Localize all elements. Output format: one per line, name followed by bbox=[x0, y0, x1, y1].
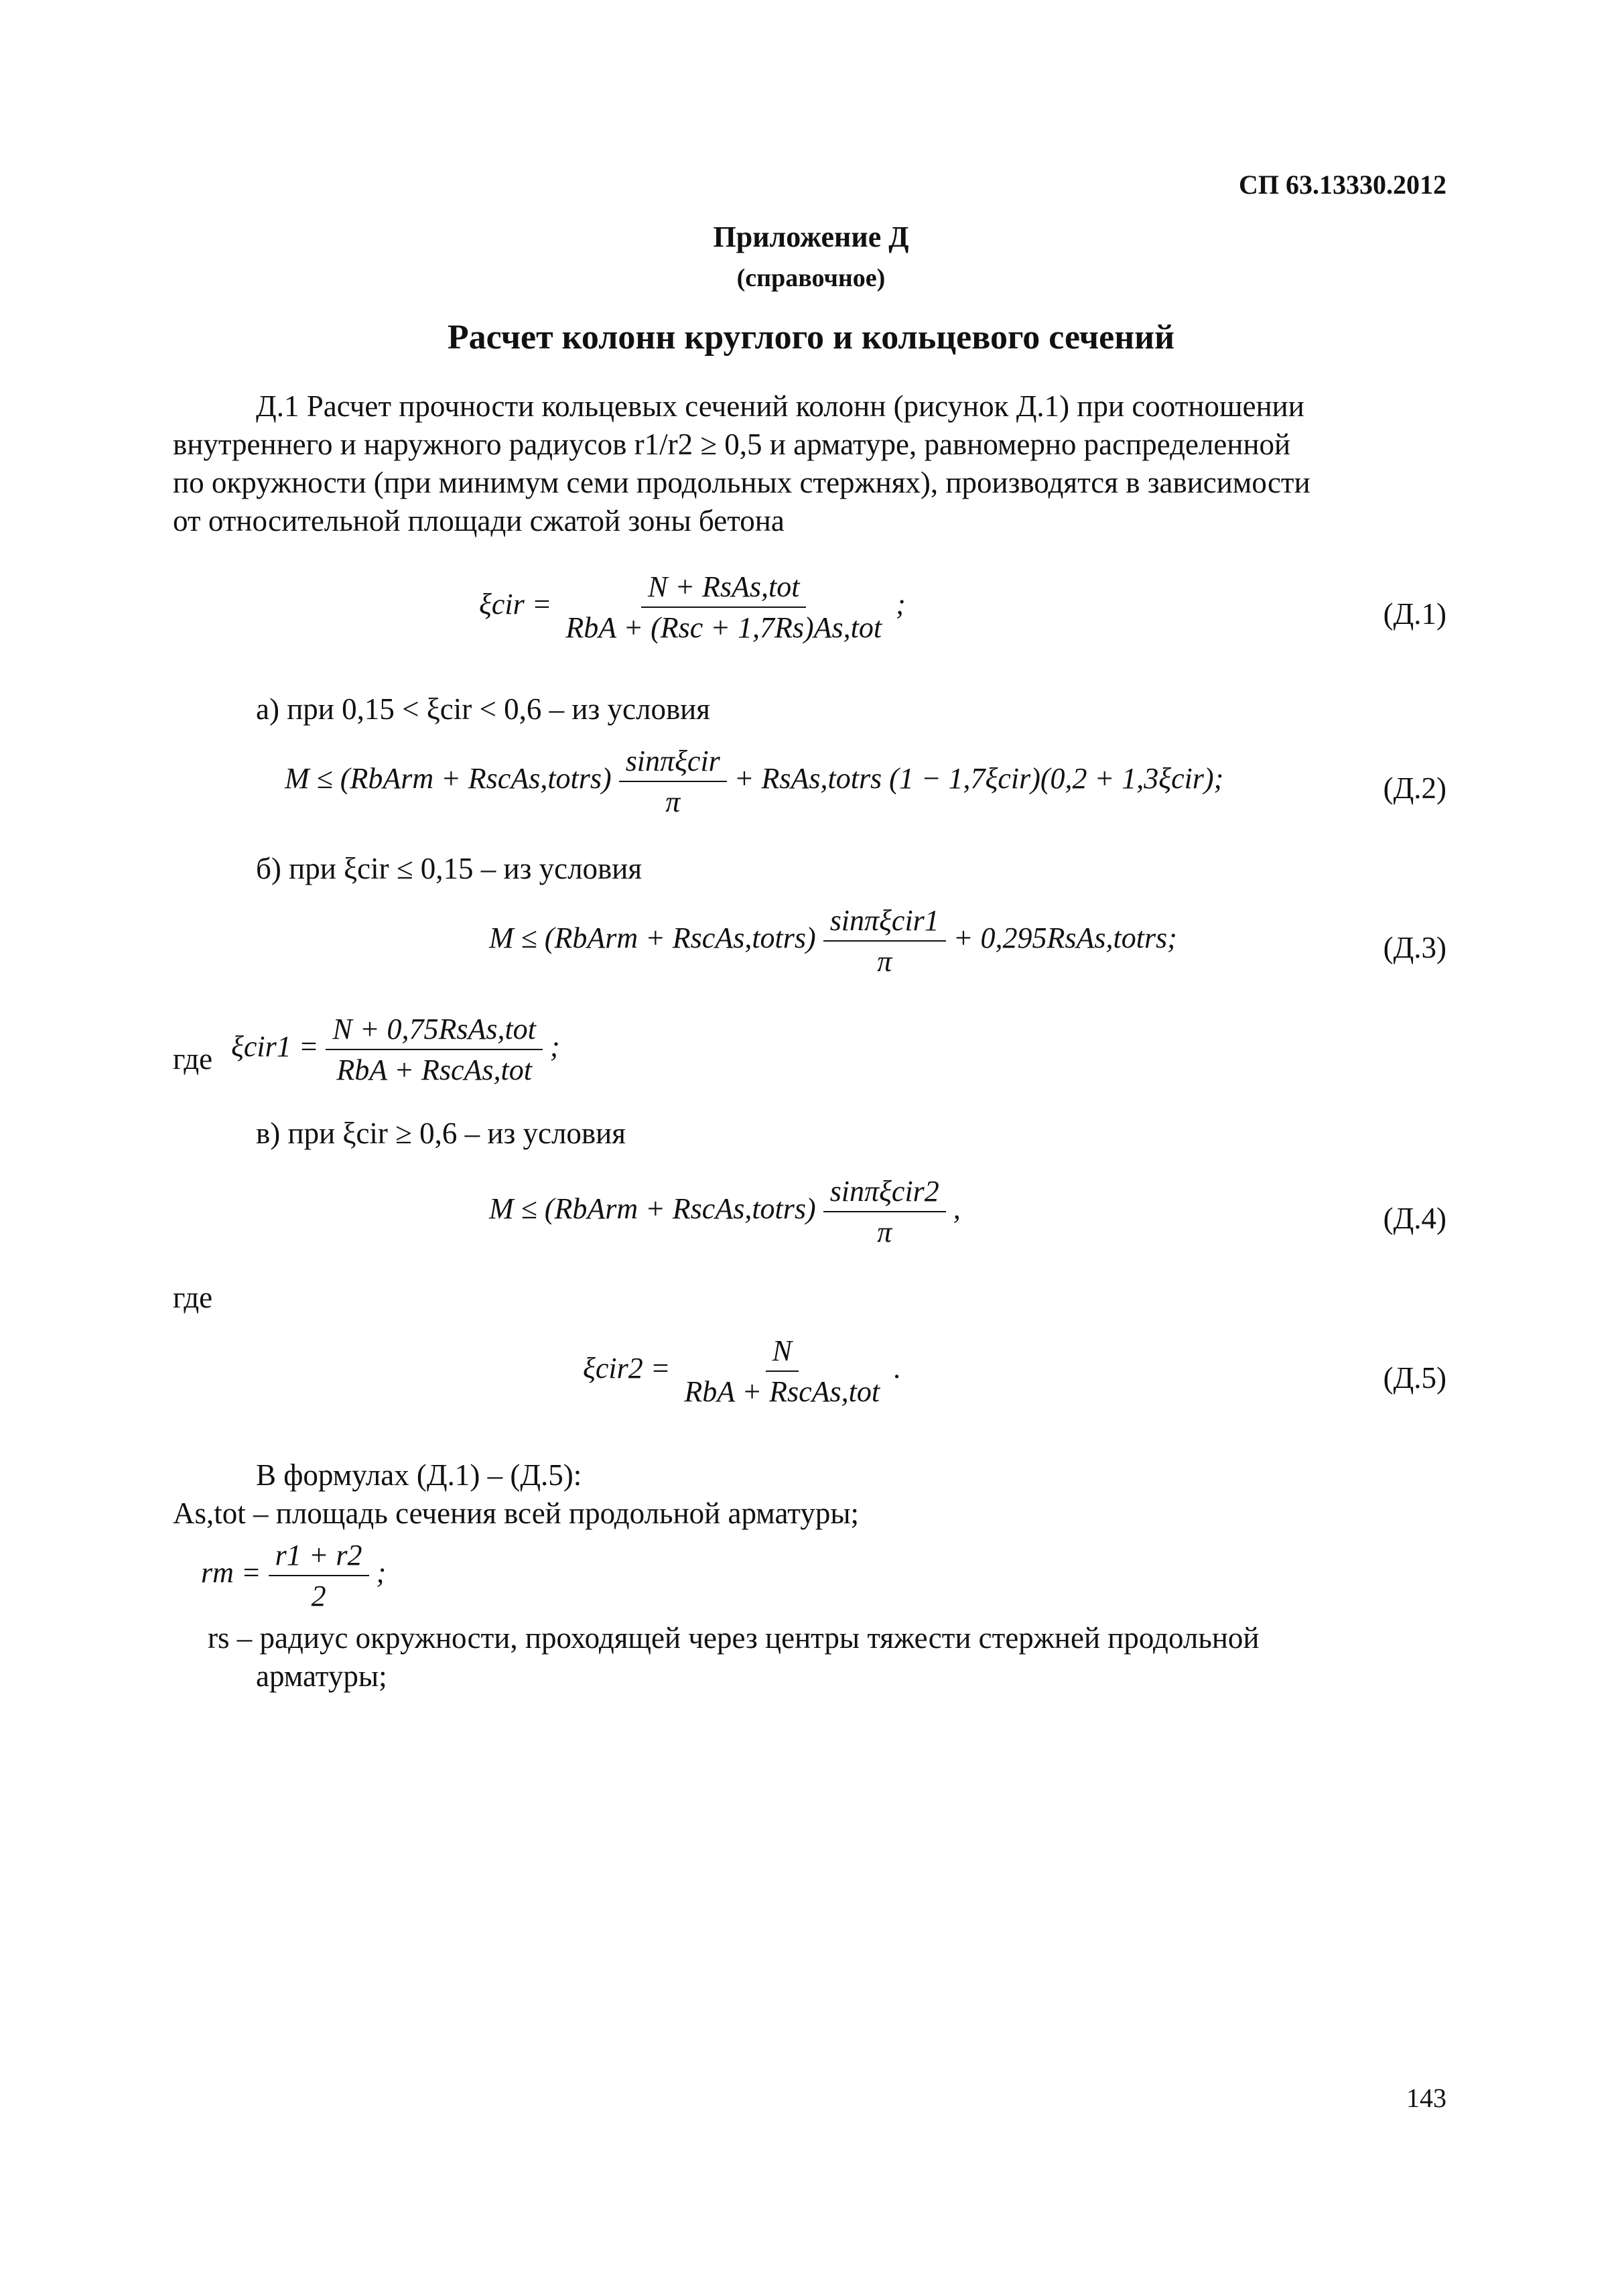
equation-label: (Д.3) bbox=[1383, 931, 1446, 964]
intro-line-2: внутреннего и наружного радиусов r1/r2 ≥ 0,5 и арматуре, равномерно распределенной bbox=[173, 428, 1291, 461]
appendix-heading: Приложение Д bbox=[713, 220, 909, 253]
equation-lhs: ξcir2 = bbox=[583, 1352, 671, 1385]
equation-d5 bbox=[583, 1334, 901, 1409]
fraction bbox=[677, 1334, 886, 1409]
fraction bbox=[823, 903, 946, 978]
case-c-text: в) при ξcir ≥ 0,6 – из условия bbox=[256, 1117, 626, 1150]
equation-tail: ; bbox=[549, 1030, 560, 1064]
equation-tail: + 0,295RsAs,totrs; bbox=[953, 921, 1177, 955]
fraction bbox=[559, 570, 888, 645]
fraction-numerator: N bbox=[766, 1334, 799, 1372]
equation-tail: ; bbox=[896, 588, 906, 621]
equation-lhs: ξcir = bbox=[479, 588, 552, 621]
fraction-denominator: π bbox=[877, 945, 892, 978]
equation-tail: ; bbox=[376, 1556, 387, 1590]
equation-d3 bbox=[489, 903, 1177, 978]
equation-cir1 bbox=[231, 1012, 560, 1087]
fraction-numerator: sinπξcir bbox=[619, 744, 727, 782]
rs-definition-line-2: арматуры; bbox=[256, 1659, 387, 1693]
equation-label: (Д.2) bbox=[1383, 771, 1446, 805]
document-number: СП 63.13330.2012 bbox=[1239, 170, 1446, 200]
where-label-1: где bbox=[173, 1042, 213, 1076]
ast-definition: As,tot – площадь сечения всей продольной арматуры; bbox=[173, 1496, 860, 1530]
page-title: Расчет колонн круглого и кольцевого сечений bbox=[447, 318, 1175, 357]
formulas-intro: В формулах (Д.1) – (Д.5): bbox=[256, 1458, 582, 1492]
equation-label: (Д.4) bbox=[1383, 1202, 1446, 1235]
equation-rm bbox=[201, 1538, 386, 1613]
rs-definition-line-1: rs – радиус окружности, проходящей через центры тяжести стержней продольной bbox=[208, 1621, 1260, 1655]
fraction bbox=[619, 744, 727, 819]
fraction bbox=[823, 1174, 946, 1249]
fraction-denominator: RbA + (Rsc + 1,7Rs)As,tot bbox=[565, 611, 882, 644]
equation-tail: , bbox=[953, 1192, 961, 1226]
equation-lhs: rm = bbox=[201, 1556, 261, 1590]
equation-d1 bbox=[479, 570, 906, 645]
fraction-numerator: N + 0,75RsAs,tot bbox=[326, 1012, 543, 1050]
intro-line-1: Д.1 Расчет прочности кольцевых сечений колонн (рисунок Д.1) при соотношении bbox=[256, 389, 1304, 423]
equation-label: (Д.5) bbox=[1383, 1361, 1446, 1395]
fraction-denominator: RbA + RscAs,tot bbox=[684, 1375, 880, 1408]
fraction-denominator: 2 bbox=[311, 1580, 326, 1612]
page-number: 143 bbox=[1406, 2083, 1446, 2113]
where-label-2: где bbox=[173, 1281, 213, 1314]
equation-d4 bbox=[489, 1174, 961, 1249]
fraction-numerator: sinπξcir2 bbox=[823, 1174, 946, 1212]
fraction-numerator: N + RsAs,tot bbox=[641, 570, 807, 608]
fraction-denominator: π bbox=[877, 1216, 892, 1249]
fraction bbox=[269, 1538, 369, 1613]
fraction bbox=[326, 1012, 543, 1087]
intro-line-4: от относительной площади сжатой зоны бетона bbox=[173, 504, 785, 537]
equation-lhs: M ≤ (RbArm + RscAs,totrs) bbox=[489, 921, 816, 955]
equation-tail: + RsAs,totrs (1 − 1,7ξcir)(0,2 + 1,3ξcir); bbox=[734, 762, 1224, 795]
fraction-numerator: r1 + r2 bbox=[269, 1538, 369, 1576]
fraction-numerator: sinπξcir1 bbox=[823, 903, 946, 942]
intro-line-3: по окружности (при минимум семи продольных стержнях), производятся в зависимости bbox=[173, 466, 1310, 499]
equation-lhs: ξcir1 = bbox=[231, 1030, 319, 1064]
equation-lhs: M ≤ (RbArm + RscAs,totrs) bbox=[489, 1192, 816, 1226]
equation-label: (Д.1) bbox=[1383, 597, 1446, 631]
fraction-denominator: RbA + RscAs,tot bbox=[336, 1054, 532, 1086]
case-a-text: а) при 0,15 < ξcir < 0,6 – из условия bbox=[256, 692, 710, 726]
fraction-denominator: π bbox=[665, 785, 681, 818]
equation-lhs: M ≤ (RbArm + RscAs,totrs) bbox=[285, 762, 612, 795]
equation-tail: . bbox=[894, 1352, 902, 1385]
equation-d2 bbox=[285, 744, 1223, 819]
case-b-text: б) при ξcir ≤ 0,15 – из условия bbox=[256, 852, 643, 885]
appendix-type: (справочное) bbox=[736, 264, 886, 292]
